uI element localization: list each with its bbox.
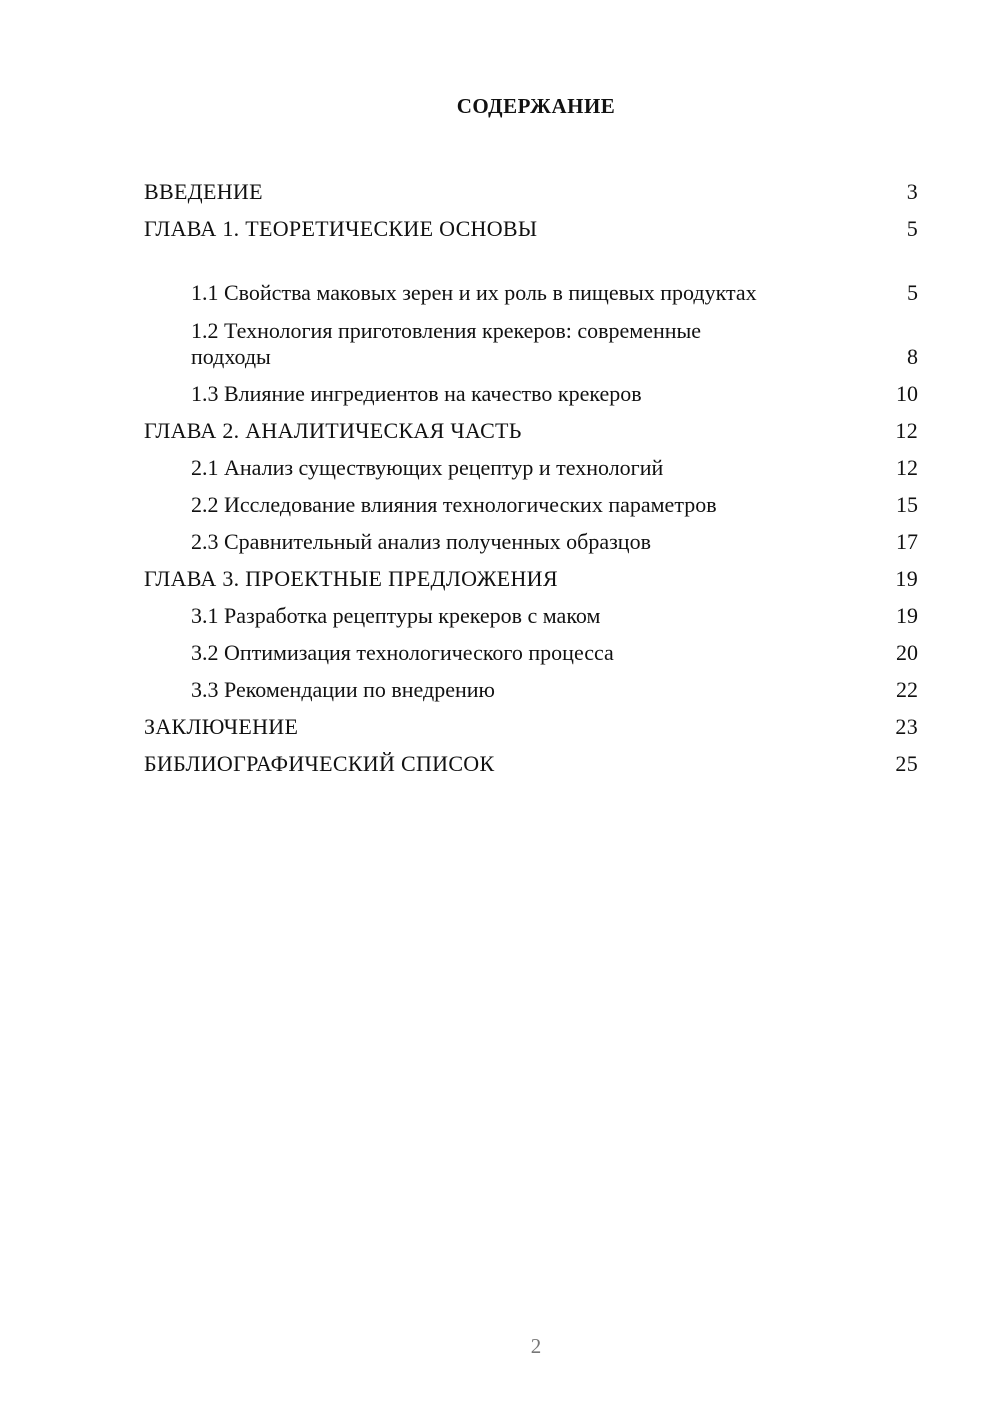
toc-entry-bibliography[interactable]	[144, 740, 918, 777]
toc-entry-label: 3.2 Оптимизация технологического процесса	[191, 640, 614, 665]
toc-entry-page: 25	[895, 751, 918, 776]
toc-entry-label: ЗАКЛЮЧЕНИЕ	[144, 714, 299, 739]
toc-entry-section-3-3[interactable]	[144, 666, 918, 703]
toc-entry-label: 2.1 Анализ существующих рецептур и технологий	[191, 455, 664, 480]
toc-entry-section-3-2[interactable]	[144, 629, 918, 666]
toc-entry-section-2-2[interactable]	[144, 481, 918, 518]
toc-entry-page: 5	[906, 216, 918, 241]
toc-entry-page: 3	[906, 179, 918, 204]
toc-entry-label: 3.3 Рекомендации по внедрению	[191, 677, 495, 702]
toc-entry-page: 22	[896, 677, 918, 702]
toc-entry-chapter-3[interactable]	[144, 555, 918, 592]
toc-entry-label: 2.2 Исследование влияния технологических параметров	[191, 492, 717, 517]
toc-entry-page: 23	[895, 714, 918, 739]
toc-entry-section-1-3[interactable]	[144, 370, 918, 407]
toc-entry-label: ВВЕДЕНИЕ	[144, 179, 263, 204]
toc-entry-label: БИБЛИОГРАФИЧЕСКИЙ СПИСОК	[144, 751, 495, 776]
toc-entry-label: 2.3 Сравнительный анализ полученных образцов	[191, 529, 651, 554]
page-title: СОДЕРЖАНИЕ	[456, 94, 616, 118]
toc-entry-page: 19	[896, 603, 918, 628]
toc-entry-label: 1.1 Свойства маковых зерен и их роль в пищевых продуктах	[191, 280, 757, 305]
toc-entry-label: ГЛАВА 2. АНАЛИТИЧЕСКАЯ ЧАСТЬ	[144, 418, 522, 443]
toc-entry-page: 20	[896, 640, 918, 665]
table-of-contents	[144, 168, 918, 777]
toc-entry-introduction[interactable]	[144, 168, 918, 205]
toc-entry-chapter-1[interactable]	[144, 205, 918, 242]
toc-entry-label: ГЛАВА 3. ПРОЕКТНЫЕ ПРЕДЛОЖЕНИЯ	[144, 566, 558, 591]
toc-entry-page: 17	[896, 529, 918, 554]
toc-entry-page: 15	[896, 492, 918, 517]
toc-entry-section-3-1[interactable]	[144, 592, 918, 629]
toc-entry-page: 19	[895, 566, 918, 591]
toc-entry-section-2-1[interactable]	[144, 444, 918, 481]
toc-entry-page: 8	[907, 344, 918, 369]
toc-entry-label: 3.1 Разработка рецептуры крекеров с маком	[191, 603, 601, 628]
toc-entry-conclusion[interactable]	[144, 703, 918, 740]
toc-entry-label: 1.3 Влияние ингредиентов на качество крекеров	[191, 381, 642, 406]
toc-entry-section-1-1[interactable]	[144, 242, 918, 306]
toc-entry-label: 1.2 Технология приготовления крекеров: современные подходы	[191, 318, 702, 369]
toc-entry-page: 12	[895, 418, 918, 443]
page-number: 2	[530, 1334, 542, 1358]
toc-entry-section-1-2[interactable]	[144, 306, 918, 370]
toc-entry-page: 10	[896, 381, 918, 406]
toc-entry-chapter-2[interactable]	[144, 407, 918, 444]
toc-entry-page: 12	[896, 455, 918, 480]
toc-entry-page: 5	[907, 280, 918, 305]
toc-entry-section-2-3[interactable]	[144, 518, 918, 555]
toc-entry-label: ГЛАВА 1. ТЕОРЕТИЧЕСКИЕ ОСНОВЫ	[144, 216, 538, 241]
